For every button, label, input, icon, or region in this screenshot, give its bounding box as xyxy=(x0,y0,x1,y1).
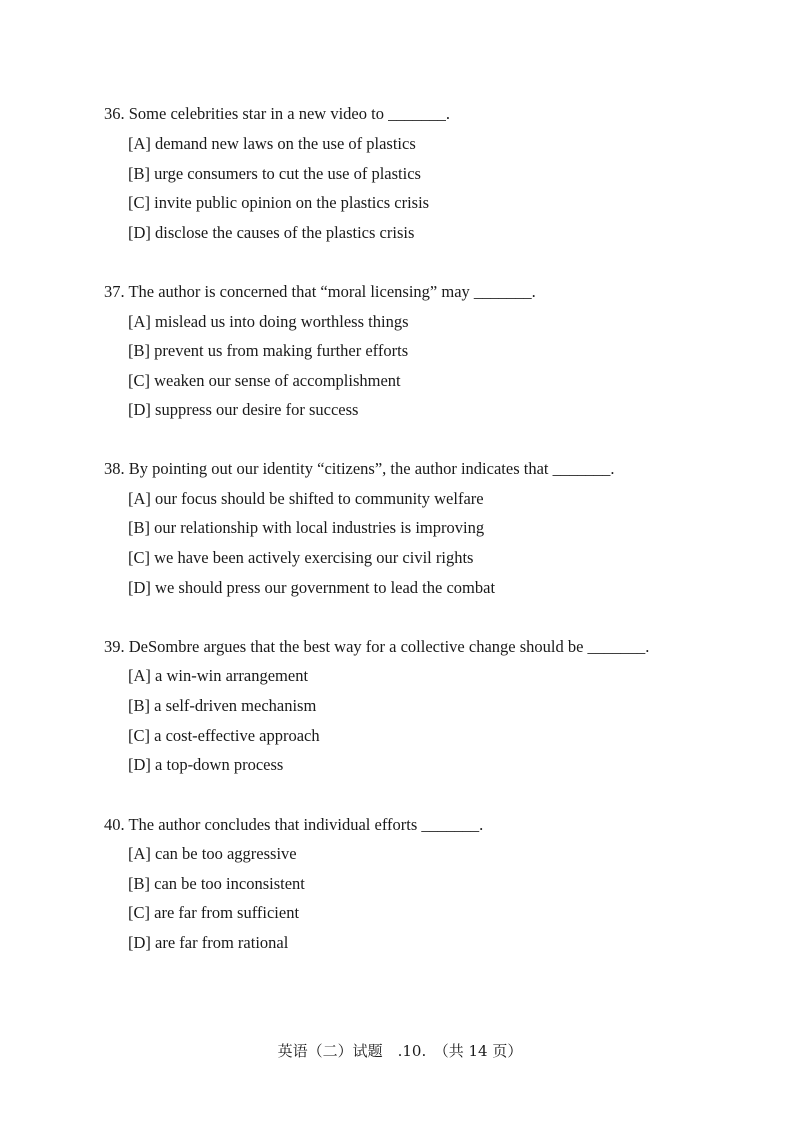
option-c: [C] are far from sufficient xyxy=(128,903,300,922)
question-stem: 37. The author is concerned that “moral licensing” may _______. xyxy=(104,282,536,301)
option-c: [C] we have been actively exercising our civil rights xyxy=(128,548,474,567)
option-d: [D] a top-down process xyxy=(128,755,284,774)
question-stem: 36. Some celebrities star in a new video to _______. xyxy=(104,104,450,123)
option-d: [D] are far from rational xyxy=(128,933,289,952)
option-a: [A] can be too aggressive xyxy=(128,844,297,863)
option-c: [C] a cost-effective approach xyxy=(128,726,320,745)
option-d: [D] suppress our desire for success xyxy=(128,400,359,419)
option-a: [A] demand new laws on the use of plastics xyxy=(128,134,416,153)
option-b: [B] can be too inconsistent xyxy=(128,874,305,893)
option-c: [C] weaken our sense of accomplishment xyxy=(128,371,401,390)
option-b: [B] our relationship with local industries is improving xyxy=(128,518,485,537)
option-b: [B] urge consumers to cut the use of plastics xyxy=(128,164,421,183)
page-footer: 英语（二）试题 .10. （共 14 页） xyxy=(277,1042,523,1060)
option-b: [B] a self-driven mechanism xyxy=(128,696,317,715)
option-d: [D] disclose the causes of the plastics crisis xyxy=(128,223,415,242)
option-c: [C] invite public opinion on the plastics crisis xyxy=(128,193,430,212)
option-a: [A] a win-win arrangement xyxy=(128,666,309,685)
option-a: [A] mislead us into doing worthless things xyxy=(128,312,409,331)
option-d: [D] we should press our government to lead the combat xyxy=(128,578,496,597)
question-stem: 40. The author concludes that individual efforts _______. xyxy=(104,815,484,834)
question-stem: 39. DeSombre argues that the best way for a collective change should be _______. xyxy=(104,637,650,656)
option-b: [B] prevent us from making further efforts xyxy=(128,341,409,360)
question-stem: 38. By pointing out our identity “citizens”, the author indicates that _______. xyxy=(104,459,615,478)
option-a: [A] our focus should be shifted to community welfare xyxy=(128,489,484,508)
